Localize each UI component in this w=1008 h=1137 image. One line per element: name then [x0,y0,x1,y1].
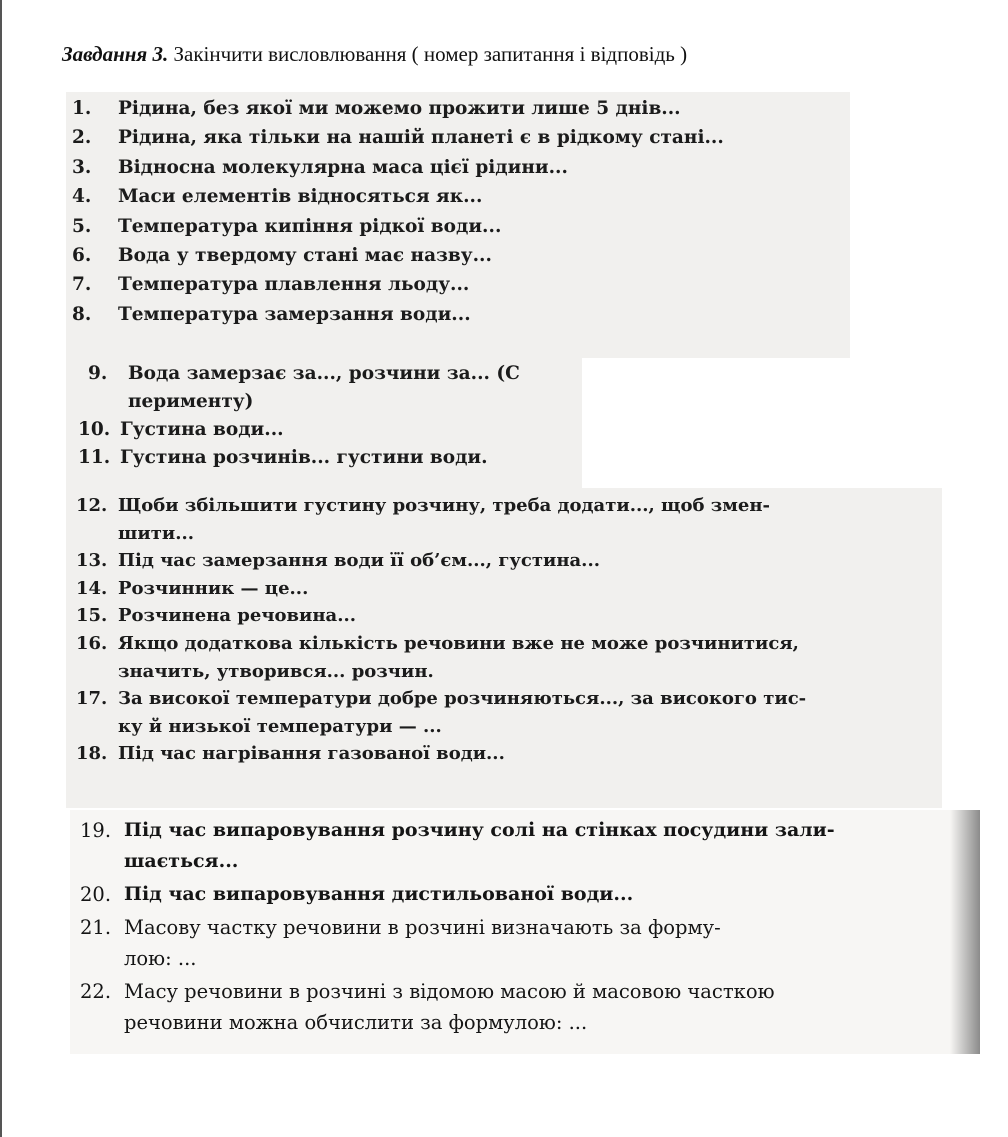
item-text: Вода замерзає за..., розчини за... (С [128,363,520,384]
item-number: 3. [72,156,92,178]
item-number: 4. [72,186,92,208]
item-number: 15. [76,605,108,627]
scan-binding-shadow [950,810,980,1054]
item-text-continuation: речовини можна обчислити за формулою: ... [124,1011,588,1034]
item-number: 13. [76,550,108,572]
item-text: Масу речовини в розчині з відомою масою й масовою часткою [124,980,775,1003]
item-number: 14. [76,577,108,599]
item-number: 8. [72,303,92,325]
question-list-part-2 [78,360,520,472]
task-heading [62,40,687,68]
item-text: Якщо додаткова кількість речовини вже не може розчинитися, [118,632,799,654]
list-item [80,912,835,974]
item-number: 10. [78,419,111,440]
list-item [76,575,806,603]
item-text: Під час замерзання води її об’єм..., густина... [118,550,600,572]
list-item [80,976,835,1038]
item-text: Під час нагрівання газованої води... [118,743,505,765]
item-text: Вода у твердому стані має назву... [118,245,492,267]
list-item [72,123,724,152]
list-item [72,153,724,182]
item-text: Маси елементів відносяться як... [118,186,483,208]
item-text: Рідина, яка тільки на нашій планеті є в рідкому стані... [118,127,724,149]
item-text: Температура кипіння рідкої води... [118,215,502,237]
item-text: Під час випаровування дистильованої води... [124,883,634,905]
item-text: Щоби збільшити густину розчину, треба додати..., щоб змен- [118,495,771,516]
item-number: 17. [76,688,108,710]
item-text-continuation: шається... [124,850,239,872]
list-item [78,416,520,444]
item-text: Температура плавлення льоду... [118,274,470,296]
list-item [76,685,806,740]
item-text: Густина розчинів... густини води. [120,447,488,468]
list-item [76,630,806,685]
question-list-part-4 [80,815,835,1040]
list-item [76,740,806,768]
item-number: 11. [78,447,111,468]
question-list-part-1 [72,94,724,329]
item-text-continuation: перименту) [128,391,254,412]
question-list-part-3 [76,492,806,768]
item-text: Розчинник — це... [118,577,309,599]
item-text: Відносна молекулярна маса цієї рідини... [118,156,568,178]
page-left-border [0,0,2,1137]
item-number: 9. [88,363,108,384]
list-item [80,879,835,910]
item-text: За високої температури добре розчиняються..., за високого тис- [118,688,807,710]
list-item [80,815,835,877]
item-number: 18. [76,743,108,765]
item-number: 16. [76,632,108,654]
item-text: Під час випаровування розчину солі на стінках посудини зали- [124,819,835,841]
list-item [72,270,724,299]
task-heading-text: Закінчити висловлювання ( номер запитання і відповідь ) [168,42,688,66]
list-item [88,360,520,416]
item-text: Масову частку речовини в розчині визначають за форму- [124,916,721,939]
item-number: 5. [72,215,92,237]
item-text-continuation: значить, утворився... розчин. [118,660,434,682]
list-item [76,547,806,575]
list-item [72,241,724,270]
list-item [76,492,806,547]
list-item [72,212,724,241]
item-number: 6. [72,245,92,267]
item-number: 19. [80,819,112,842]
item-number: 20. [80,883,112,906]
item-text-continuation: шити... [118,522,194,544]
item-number: 1. [72,98,92,119]
list-item [78,444,520,472]
item-text: Густина води... [120,419,284,440]
item-number: 21. [80,916,112,939]
item-number: 2. [72,127,92,149]
list-item [72,94,724,123]
item-number: 7. [72,274,92,296]
item-text-continuation: ку й низької температури — ... [118,715,442,737]
list-item [72,300,724,329]
item-text: Розчинена речовина... [118,605,356,627]
item-number: 22. [80,980,112,1003]
task-heading-label: Завдання 3. [62,42,169,66]
item-text: Рідина, без якої ми можемо прожити лише 5 днів... [118,98,681,119]
item-text: Температура замерзання води... [118,303,471,325]
list-item [72,182,724,211]
item-number: 12. [76,495,108,516]
item-text-continuation: лою: ... [124,947,197,970]
list-item [76,602,806,630]
